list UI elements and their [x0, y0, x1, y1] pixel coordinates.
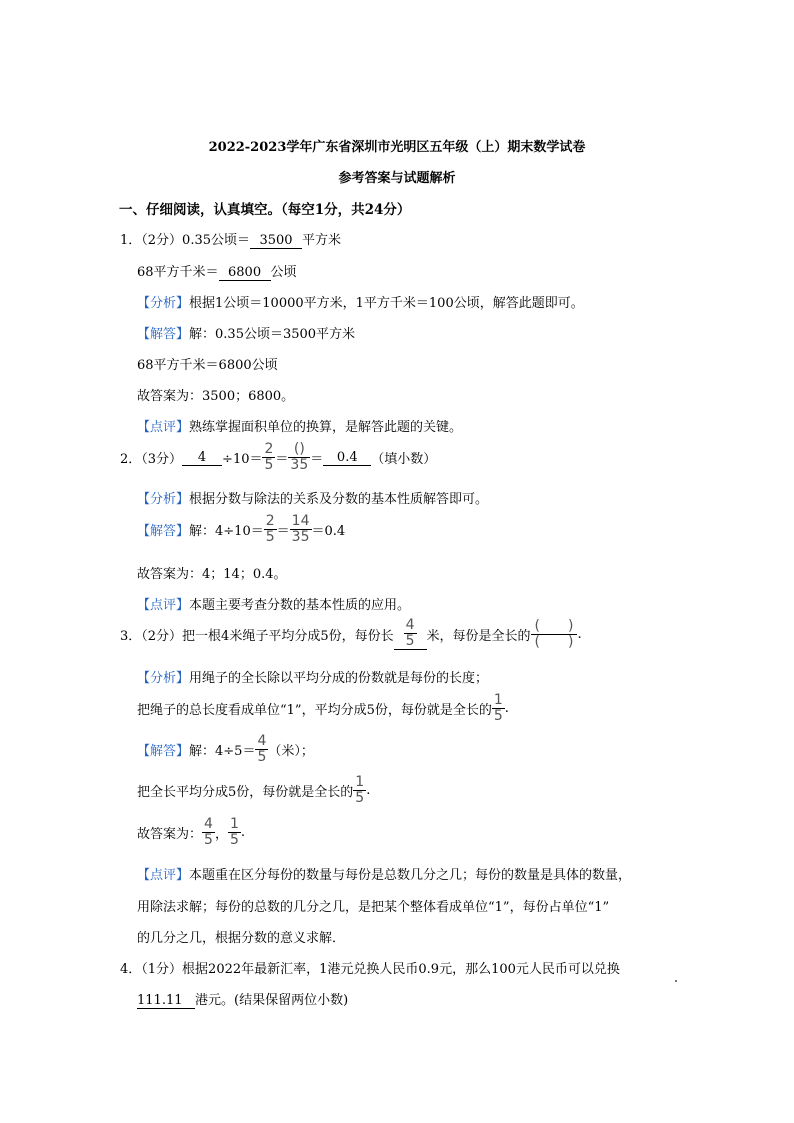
q2-answer-blank-2: 0.4 — [323, 450, 371, 466]
frac-num: 1 — [355, 774, 365, 790]
q1-answer-blank-2: 6800 — [219, 265, 271, 281]
q3-comment-3: 的几分之几，根据分数的意义求解． — [137, 931, 346, 946]
q3-fraction-blank — [531, 619, 578, 650]
analysis-tag: 【分析】 — [137, 492, 190, 507]
analysis-text-2: 把绳子的总长度看成单位“1”，平均分成5份，每份就是全长的 — [137, 703, 492, 718]
page-subtitle: 参考答案与试题解析 — [338, 171, 456, 186]
q3-an-fraction — [492, 693, 505, 724]
answer-end: . — [240, 825, 246, 840]
solution-equal: ＝ — [276, 524, 290, 539]
frac-num: 1 — [493, 692, 503, 708]
comment-tag: 【点评】 — [137, 420, 190, 435]
frac-den: 35 — [291, 529, 310, 545]
frac-num: () — [293, 441, 305, 457]
q2-equal: ＝ — [275, 452, 289, 467]
q2-hint: （填小数） — [371, 452, 437, 467]
q2-analysis — [137, 488, 488, 507]
q1-solution-2: 68平方千米＝6800公顷 — [137, 358, 278, 373]
solution-text: 解：0.35公顷＝3500平方米 — [189, 327, 356, 342]
question-2 — [120, 442, 436, 473]
q2-sol-fraction-1 — [264, 514, 277, 545]
frac-den: 35 — [290, 457, 309, 473]
q1-text: 1．（2分）0.35公顷＝ — [120, 233, 250, 248]
solution-unit: （米）； — [268, 744, 314, 759]
q3-fraction-answer — [404, 618, 417, 649]
comment-text: 熟练掌握面积单位的换算，是解答此题的关键。 — [189, 420, 463, 435]
solution-end: . — [366, 783, 371, 798]
frac-den: 5 — [355, 790, 365, 806]
q1-solution — [137, 323, 355, 342]
analysis-tag: 【分析】 — [137, 671, 190, 686]
q3-sol-fraction — [255, 734, 268, 765]
q2-equal-2: ＝ — [310, 452, 324, 467]
frac-num: 1 — [229, 816, 239, 832]
q4-text-2: 港元。(结果保留两位小数) — [195, 993, 349, 1008]
q3-sol2-fraction — [353, 775, 366, 806]
q3-answer-blank-1 — [394, 618, 427, 650]
comment-text: 本题主要考查分数的基本性质的应用。 — [189, 598, 411, 613]
question-4: 4．（1分）根据2022年最新汇率，1港元兑换人民币0.9元，那么100元人民币可以兑换 — [120, 962, 620, 977]
comment-tag: 【点评】 — [137, 868, 190, 883]
analysis-text: 根据1公顷＝10000平方米，1平方千米＝100公顷，解答此题即可。 — [189, 296, 584, 311]
frac-num: 2 — [264, 441, 274, 457]
q3-ans-fraction-2 — [228, 817, 241, 848]
q1-answer-blank: 3500 — [250, 233, 302, 249]
q3-comment — [137, 864, 631, 883]
comment-text: 本题重在区分每份的数量与每份是总数几分之几；每份的数量是具体的数量， — [189, 868, 632, 883]
answer-separator: ， — [214, 827, 228, 842]
analysis-text: 用绳子的全长除以平均分成的份数就是每份的长度； — [189, 671, 489, 686]
solution-tag: 【解答】 — [137, 744, 190, 759]
q2-fraction-1 — [262, 442, 275, 473]
frac-den: 5 — [264, 457, 274, 473]
q3-answer — [137, 817, 245, 848]
comment-tag: 【点评】 — [137, 598, 190, 613]
frac-den: 5 — [493, 708, 503, 724]
q1-unit: 平方米 — [302, 233, 342, 248]
answer-text: 故答案为： — [137, 827, 203, 842]
q2-solution — [137, 514, 345, 545]
frac-den: ( ) — [534, 633, 574, 650]
q2-answer-blank-1: 4 — [182, 450, 222, 466]
frac-num: ( ) — [534, 617, 574, 634]
frac-num: 14 — [291, 513, 310, 529]
frac-num: 4 — [204, 816, 213, 832]
frac-den: 5 — [257, 749, 267, 765]
question-1 — [120, 229, 341, 249]
q1-line2-text: 68平方千米＝ — [137, 265, 219, 280]
frac-den: 5 — [405, 633, 415, 649]
solution-text-2: 把全长平均分成5份，每份就是全长的 — [137, 785, 354, 800]
q3-solution — [137, 734, 314, 765]
q4-answer-blank: 111.11 — [137, 993, 195, 1009]
page-title: 2022-2023学年广东省深圳市光明区五年级（上）期末数学试卷 — [208, 140, 586, 155]
q2-sol-fraction-2 — [290, 514, 312, 545]
q4-line2 — [137, 989, 348, 1009]
q2-comment — [137, 594, 410, 613]
question-3 — [120, 618, 582, 650]
q3-comment-2: 用除法求解；每份的总数的几分之几，是把某个整体看成单位“1”，每份占单位“1” — [137, 900, 610, 915]
q3-ans-fraction-1 — [202, 817, 215, 848]
stray-dot — [675, 971, 677, 986]
frac-num: 4 — [405, 617, 415, 633]
q1-line2 — [137, 261, 297, 281]
q2-fraction-2 — [288, 442, 310, 473]
solution-tag: 【解答】 — [137, 327, 190, 342]
analysis-end: . — [504, 701, 509, 716]
q3-solution-2 — [137, 775, 370, 806]
q3-text-2: 米，每份是全长的 — [426, 628, 531, 644]
q3-analysis-2 — [137, 693, 509, 724]
q1-line2-unit: 公顷 — [270, 265, 297, 280]
section-heading: 一、仔细阅读，认真填空。（每空1分，共24分） — [119, 202, 411, 218]
frac-den: 5 — [265, 529, 275, 545]
q1-comment — [137, 416, 462, 435]
q3-text: 3．（2分）把一根4米绳子平均分成5份，每份长 — [120, 628, 394, 644]
q1-analysis — [137, 292, 584, 311]
frac-den: 5 — [204, 832, 213, 848]
solution-text: 解：4÷5＝ — [189, 744, 256, 759]
frac-num: 2 — [265, 513, 275, 529]
analysis-text: 根据分数与除法的关系及分数的基本性质解答即可。 — [189, 492, 489, 507]
frac-den: 5 — [229, 832, 239, 848]
q1-answer: 故答案为：3500；6800。 — [137, 389, 295, 404]
analysis-tag: 【分析】 — [137, 296, 190, 311]
q2-text: 2．（3分） — [120, 452, 183, 467]
q2-divide: ÷10＝ — [222, 452, 263, 467]
q3-analysis — [137, 667, 488, 686]
solution-result: ＝0.4 — [311, 524, 346, 539]
solution-tag: 【解答】 — [137, 524, 190, 539]
q2-answer: 故答案为：4；14；0.4。 — [137, 567, 287, 582]
solution-text: 解：4÷10＝ — [189, 524, 264, 539]
frac-num: 4 — [257, 733, 267, 749]
q3-end: . — [577, 626, 582, 642]
